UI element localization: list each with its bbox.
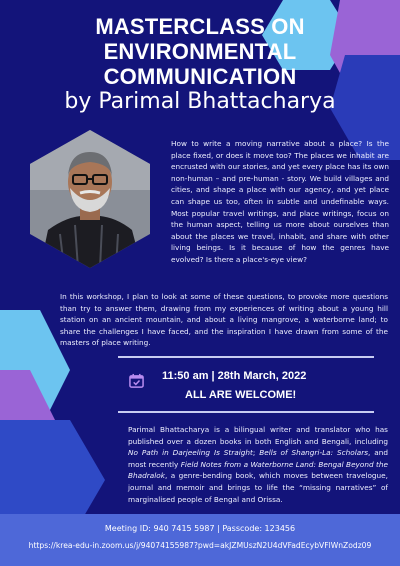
title-line-1: MASTERCLASS ON [95,14,305,39]
bio-sep: ; [252,448,260,458]
footer-bar [0,514,400,566]
speaker-portrait [30,130,150,268]
workshop-paragraph: In this workshop, I plan to look at some of these questions, to provoke more questions than try to answer them, drawing from my experiences of writing about a young hill station on an ancient mountain, and about a living mangrove, a waterborne land; to share the challenges I have faced, and the inspiration I have drawn from some of the masters of place writing. [60,292,388,348]
intro-paragraph: How to write a moving narrative about a place? Is the place fixed, or does it move too? The places we inhabit are encrusted with our stories, and yet every place has its own non-human – and pre-human - story. We build villages and cities, and shape a place with our agency, and yet place can shape us too, often in subtle and undefinable ways. Most popular travel writings, and place writings, focus on the human aspect, telling us more about ourselves than about the places we travel, inhabit, and share with other living beings. Is it because of how the genres have evolved? Is there a place's-eye view? [171,139,389,264]
title-line-2: ENVIRONMENTAL [103,39,297,64]
book-title-3: Field Notes from a Waterborne Land: Bengal Beyond the Bhadralok [128,459,388,481]
page-title [0,14,400,89]
title-line-3: COMMUNICATION [103,64,297,89]
event-datetime: 11:50 am | 28th March, 2022 [162,370,307,382]
speaker-byline: by Parimal Bhattacharya [64,89,336,114]
top-divider [118,356,374,358]
book-title-2: Bells of Shangri-La: Scholars [259,448,369,458]
book-title-1: No Path in Darjeeling Is Straight [128,448,253,458]
bottom-divider [118,411,374,413]
zoom-link[interactable]: https://krea-edu-in.zoom.us/j/94074155987?pwd=akJZMUszN2U4dVFadEcybVFlWnZodz09 [28,541,372,550]
bio-intro: Parimal Bhattacharya is a bilingual writer and translator who has published over a dozen books in both English and Bengali, including [128,425,388,446]
welcome-text: ALL ARE WELCOME! [185,389,297,401]
meeting-details: Meeting ID: 940 7415 5987 | Passcode: 123456 [104,524,296,533]
bio-outro: , a genre-bending book, which moves between travelogue, journal and memoir and brings to life the “missing narratives” of marginalised people of Bengal and Orissa. [128,471,388,504]
calendar-check-icon [129,373,144,388]
bio-mid: , and most recently [128,448,388,469]
bio-paragraph [128,424,388,505]
